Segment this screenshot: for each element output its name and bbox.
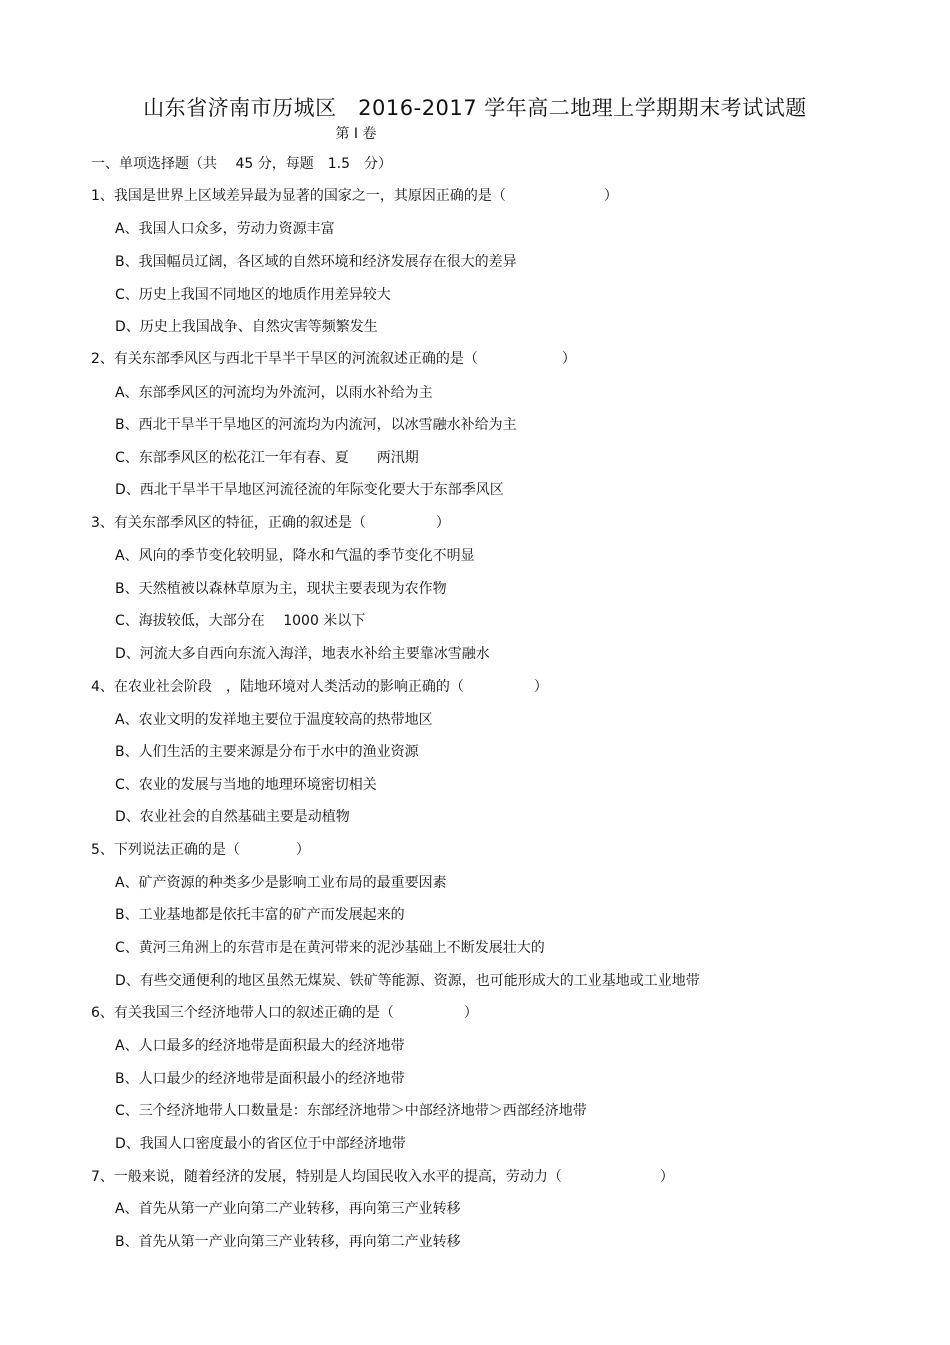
- section-heading: 一、单项选择题（共 45 分，每题 1.5 分）: [91, 156, 392, 172]
- question-3-option-a: A、风向的季节变化较明显，降水和气温的季节变化不明显: [115, 548, 475, 564]
- question-2-option-a: A、东部季风区的河流均为外流河，以雨水补给为主: [115, 385, 433, 401]
- question-1-option-b: B、我国幅员辽阔，各区域的自然环境和经济发展存在很大的差异: [115, 254, 517, 270]
- question-4-option-d: D、农业社会的自然基础主要是动植物: [115, 809, 350, 825]
- question-3-stem: 3、有关东部季风区的特征，正确的叙述是（ ）: [91, 515, 450, 531]
- question-7-stem: 7、一般来说，随着经济的发展，特别是人均国民收入水平的提高，劳动力（ ）: [91, 1169, 674, 1185]
- question-4-stem: 4、在农业社会阶段 ，陆地环境对人类活动的影响正确的（ ）: [91, 679, 548, 695]
- question-6-option-b: B、人口最少的经济地带是面积最小的经济地带: [115, 1071, 405, 1087]
- question-6-stem: 6、有关我国三个经济地带人口的叙述正确的是（ ）: [91, 1005, 478, 1021]
- question-5-option-c: C、黄河三角洲上的东营市是在黄河带来的泥沙基础上不断发展壮大的: [115, 940, 545, 956]
- question-3-option-c: C、海拔较低，大部分在 1000 米以下: [115, 613, 366, 629]
- question-6-option-a: A、人口最多的经济地带是面积最大的经济地带: [115, 1038, 405, 1054]
- question-7-option-b: B、首先从第一产业向第三产业转移，再向第二产业转移: [115, 1234, 461, 1250]
- exam-title: 山东省济南市历城区 2016-2017 学年高二地理上学期期末考试试题: [143, 96, 807, 120]
- question-3-option-d: D、河流大多自西向东流入海洋，地表水补给主要靠冰雪融水: [115, 646, 490, 662]
- question-5-stem: 5、下列说法正确的是（ ）: [91, 842, 310, 858]
- question-1-option-d: D、历史上我国战争、自然灾害等频繁发生: [115, 319, 378, 335]
- question-2-option-c: C、东部季风区的松花江一年有春、夏 两汛期: [115, 450, 419, 466]
- question-2-stem: 2、有关东部季风区与西北干旱半干旱区的河流叙述正确的是（ ）: [91, 351, 576, 367]
- question-4-option-c: C、农业的发展与当地的地理环境密切相关: [115, 777, 377, 793]
- question-5-option-d: D、有些交通便利的地区虽然无煤炭、铁矿等能源、资源，也可能形成大的工业基地或工业地带: [115, 973, 700, 989]
- question-2-option-d: D、西北干旱半干旱地区河流径流的年际变化要大于东部季风区: [115, 482, 504, 498]
- question-4-option-a: A、农业文明的发祥地主要位于温度较高的热带地区: [115, 712, 433, 728]
- question-5-option-b: B、工业基地都是依托丰富的矿产而发展起来的: [115, 907, 405, 923]
- question-3-option-b: B、天然植被以森林草原为主，现状主要表现为农作物: [115, 581, 447, 597]
- question-7-option-a: A、首先从第一产业向第二产业转移，再向第三产业转移: [115, 1201, 461, 1217]
- question-6-option-c: C、三个经济地带人口数量是：东部经济地带＞中部经济地带＞西部经济地带: [115, 1103, 587, 1119]
- question-4-option-b: B、人们生活的主要来源是分布于水中的渔业资源: [115, 744, 419, 760]
- question-1-option-a: A、我国人口众多，劳动力资源丰富: [115, 221, 335, 237]
- question-1-option-c: C、历史上我国不同地区的地质作用差异较大: [115, 287, 391, 303]
- volume-label: 第 I 卷: [335, 126, 377, 142]
- question-6-option-d: D、我国人口密度最小的省区位于中部经济地带: [115, 1136, 406, 1152]
- question-5-option-a: A、矿产资源的种类多少是影响工业布局的最重要因素: [115, 875, 447, 891]
- question-2-option-b: B、西北干旱半干旱地区的河流均为内流河，以冰雪融水补给为主: [115, 417, 517, 433]
- question-1-stem: 1、我国是世界上区域差异最为显著的国家之一，其原因正确的是（ ）: [91, 188, 618, 204]
